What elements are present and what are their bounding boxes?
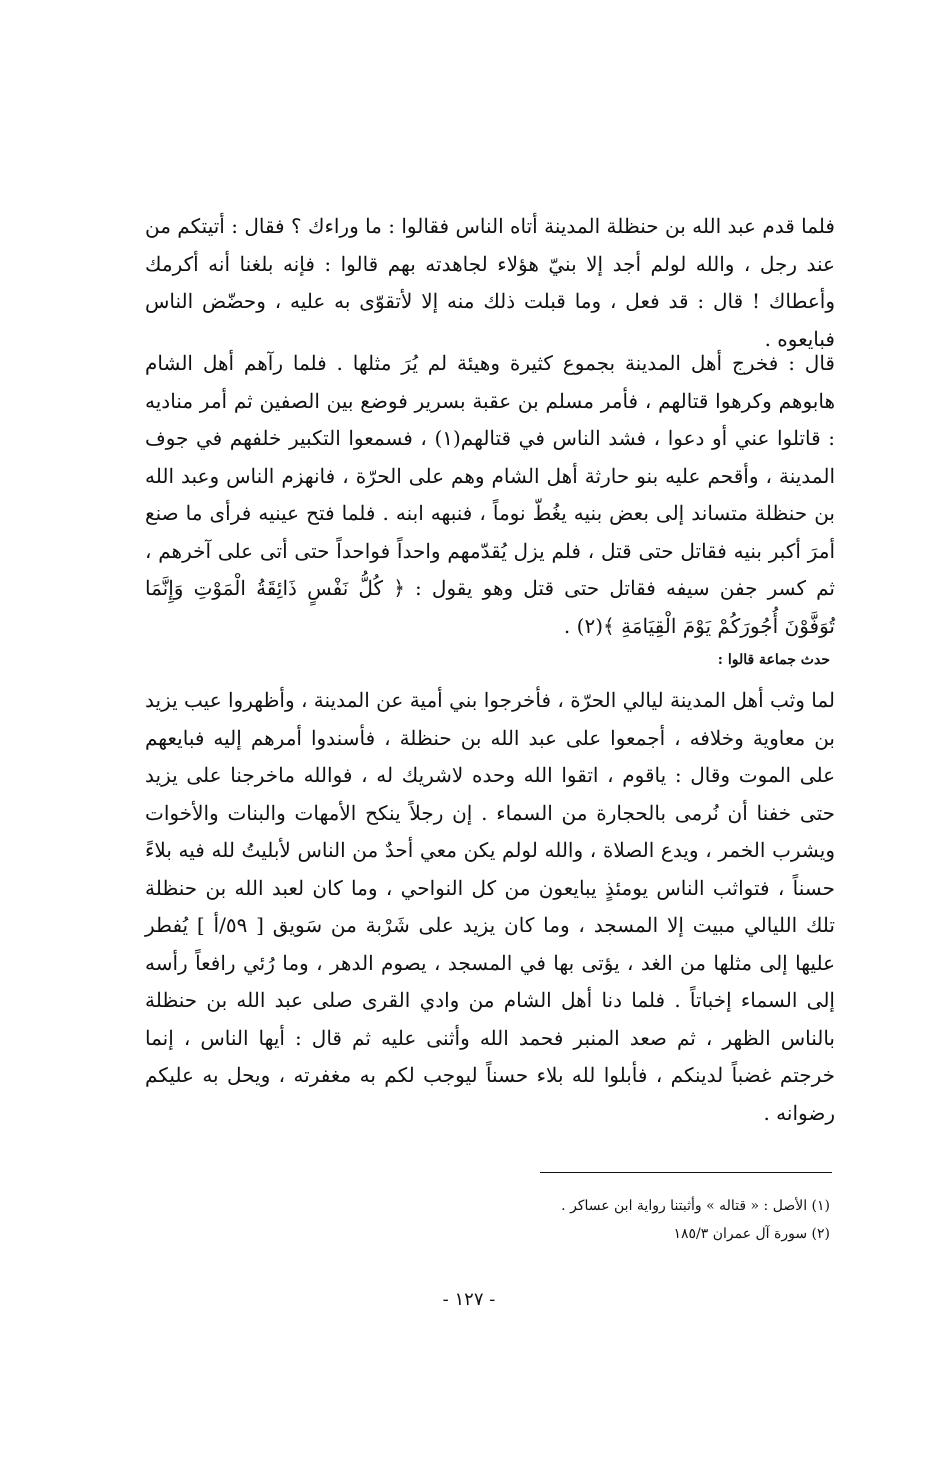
paragraph-2: قال : فخرج أهل المدينة بجموع كثيرة وهيئة لم يُرَ مثلها . فلما رآهم أهل الشام هابوهم وكرهوا قتالهم ، فأمر مسلم بن عقبة بسرير فوضع بين الصفين ثم أمر مناديه : قاتلوا عني أو دعوا ، فشد الناس في قتالهم(١) ، فسمعوا التكبير خلفهم في جوف المدينة ، وأقحم عليه بنو حارثة أهل الشام وهم على الحرّة ، فانهزم الناس وعبد الله بن حنظلة متساند إلى بعض بنيه يغُطّ نوماً ، فنبهه ابنه . فلما فتح عينيه فرأى ما صنع أمرَ أكبر بنيه فقاتل حتى قتل ، فلم يزل يُقدّمهم واحداً فواحداً حتى أتى على آخرهم ، ثم كسر جفن سيفه فقاتل حتى قتل وهو يقول : ﴿ كُلُّ نَفْسٍ ذَائِقَةُ الْمَوْتِ وَإِنَّمَا تُوَفَّوْنَ أُجُورَكُمْ يَوْمَ الْقِيَامَةِ ﴾(٢) . [145,351,835,638]
footnote-divider [540,1172,832,1173]
footnote-1: (١) الأصل : « قتاله » وأثبتنا رواية ابن عساكر . [561,1198,830,1214]
page-number: - ١٢٧ - [442,1289,496,1310]
paragraph-1: فلما قدم عبد الله بن حنظلة المدينة أتاه الناس فقالوا : ما وراءك ؟ فقال : أتيتكم من عند رجل ، والله لولم أجد إلا بنيّ هؤلاء لجاهدته بهم قالوا : فإنه بلغنا أنه أكرمك وأعطاك ! قال : قد فعل ، وما قبلت ذلك منه إلا لأتقوّى به عليه ، وحضّض الناس فبايعوه . [145,214,835,351]
footnotes [430,1192,830,1248]
footnote-2: (٢) سورة آل عمران ١٨٥/٣ [673,1226,830,1242]
paragraph-3: لما وثب أهل المدينة ليالي الحرّة ، فأخرجوا بني أمية عن المدينة ، وأظهروا عيب يزيد بن معاوية وخلافه ، أجمعوا على عبد الله بن حنظلة ، فأسندوا أمرهم إليه فبايعهم على الموت وقال : ياقوم ، اتقوا الله وحده لاشريك له ، فوالله ماخرجنا على يزيد حتى خفنا أن نُرمى بالحجارة من السماء . إن رجلاً ينكح الأمهات والبنات والأخوات ويشرب الخمر ، ويدع الصلاة ، والله لولم يكن معي أحدٌ من الناس لأبليتُ لله فيه بلاءً حسناً ، فتواثب الناس يومئذٍ يبايعون من كل النواحي ، وما كان لعبد الله بن حنظلة تلك الليالي مبيت إلا المسجد ، وما كان يزيد على شَرْبة من سَويق [ ٥٩/أ ] يُفطر عليها إلى مثلها من الغد ، يؤتى بها في المسجد ، يصوم الدهر ، وما رُئي رافعاً رأسه إلى السماء إخباتاً . فلما دنا أهل الشام من وادي القرى صلى عبد الله بن حنظلة بالناس الظهر ، ثم صعد المنبر فحمد الله وأثنى عليه ثم قال : أيها الناس ، إنما خرجتم غضباً لدينكم ، فأبلوا لله بلاء حسناً ليوجب لكم به مغفرته ، ويحل به عليكم رضوانه . [145,688,835,1125]
subheading: حدث جماعة قالوا : [717,652,830,668]
